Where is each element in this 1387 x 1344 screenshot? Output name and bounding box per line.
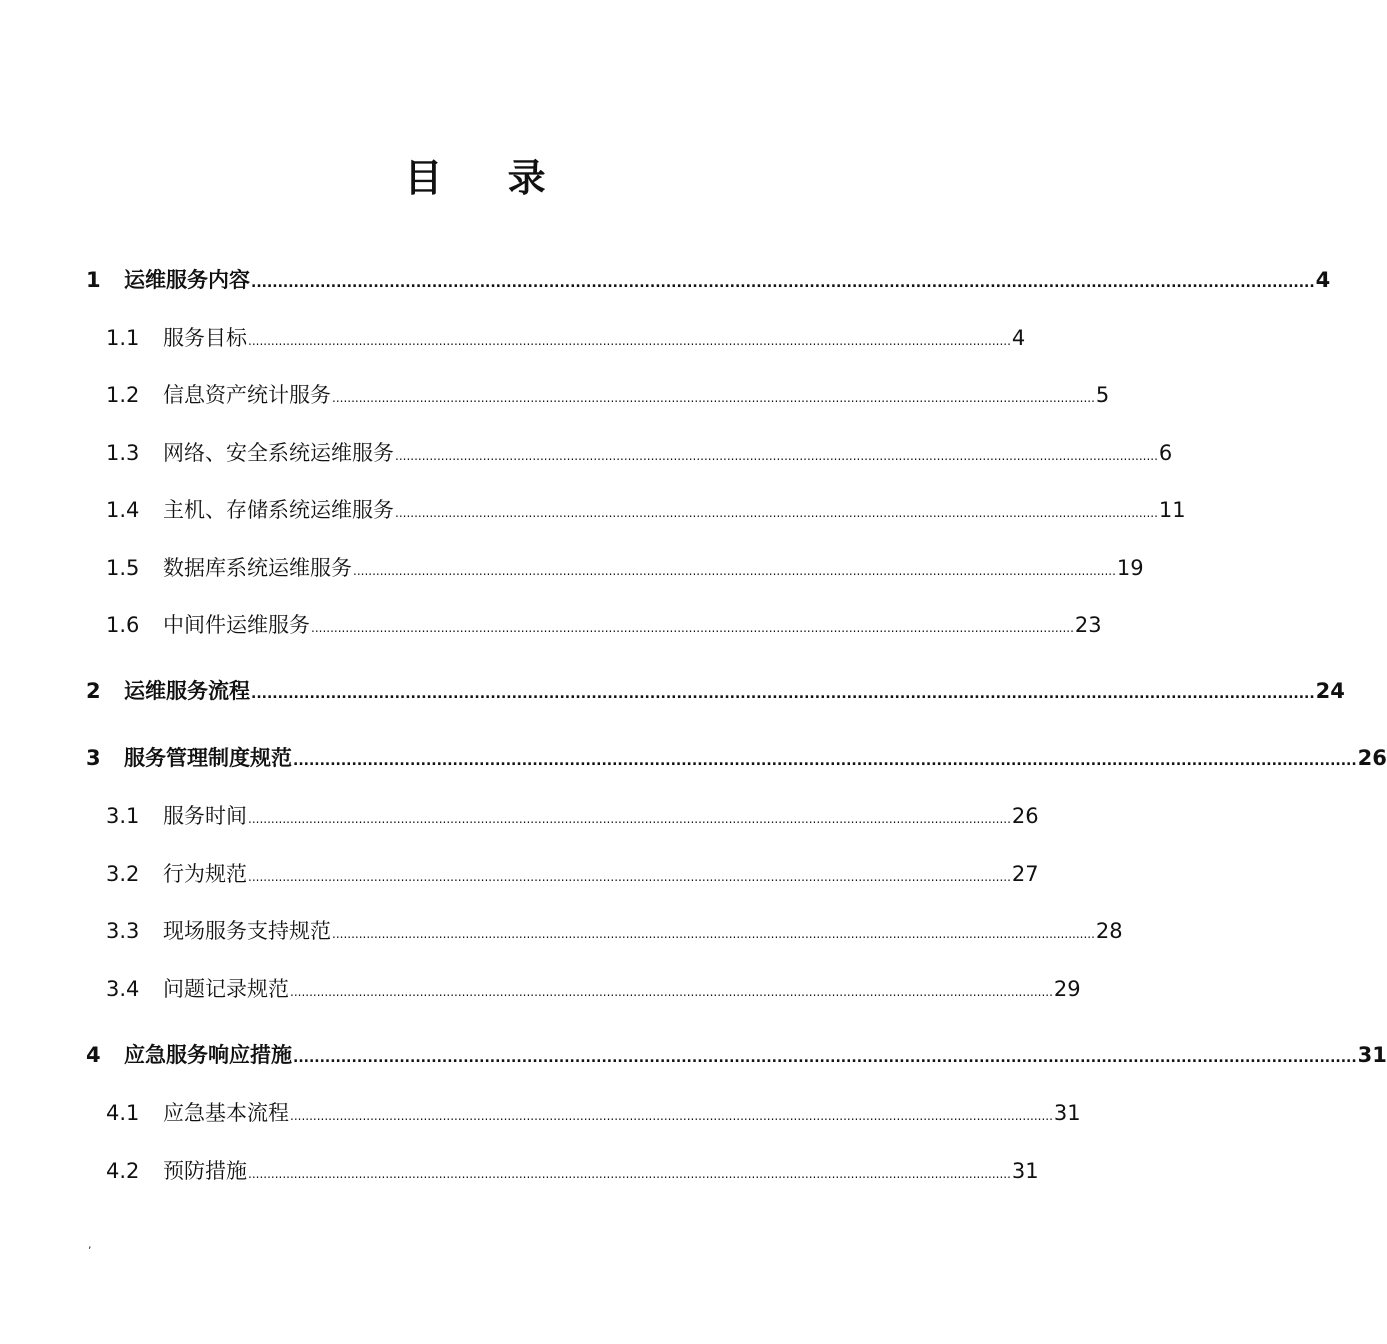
toc-entry-page: 31 (1357, 1043, 1387, 1067)
toc-entry-page: 29 (1053, 977, 1081, 1001)
toc-entry-text: 应急服务响应措施 (124, 1043, 292, 1067)
toc-entry-number: 1.4 (106, 498, 140, 522)
toc-entry-number: 3.4 (106, 977, 140, 1001)
toc-entry-text: 问题记录规范 (163, 977, 289, 1001)
toc-entry-number: 1.2 (106, 383, 140, 407)
toc-entry-number: 3.3 (106, 919, 140, 943)
toc-entry[interactable] (86, 673, 1345, 705)
toc-dot-leader: ........................................................................................................................................................................................................ (353, 564, 1116, 578)
toc-entry-text: 主机、存储系统运维服务 (163, 498, 394, 522)
toc-entry-page: 19 (1116, 556, 1144, 580)
toc-entry[interactable] (86, 262, 1331, 294)
toc-entry-number: 1.5 (106, 556, 140, 580)
toc-entry-number: 3.2 (106, 862, 140, 886)
toc-entry-text: 中间件运维服务 (163, 613, 310, 637)
toc-entry-page: 27 (1011, 862, 1039, 886)
toc-entry-number: 1.6 (106, 613, 140, 637)
toc-dot-leader: ........................................................................................................................................................................................................ (248, 334, 1011, 348)
toc-entry-number: 1 (86, 268, 101, 292)
toc-entry-page: 6 (1158, 441, 1173, 465)
toc-entry-page: 31 (1011, 1159, 1039, 1183)
toc-dot-leader: ........................................................................................................................................................................................................ (248, 1167, 1011, 1181)
toc-entry[interactable] (86, 1095, 1081, 1127)
toc-entry-number: 3 (86, 746, 101, 770)
toc-entry-page: 24 (1315, 679, 1345, 703)
toc-entry-number: 4.1 (106, 1101, 140, 1125)
toc-entry-page: 28 (1095, 919, 1123, 943)
toc-entry-text: 应急基本流程 (163, 1101, 289, 1125)
toc-entry[interactable] (86, 435, 1173, 467)
toc-entry-page: 4 (1315, 268, 1331, 292)
toc-entry[interactable] (86, 971, 1081, 1003)
toc-entry-text: 服务目标 (163, 326, 247, 350)
toc-entry-text: 行为规范 (163, 862, 247, 886)
toc-entry[interactable] (86, 1037, 1387, 1069)
toc-entry-number: 3.1 (106, 804, 140, 828)
toc-entry-number: 1.3 (106, 441, 140, 465)
toc-entry-number: 4 (86, 1043, 101, 1067)
toc-dot-leader: ........................................................................................................................................................................................................ (290, 1109, 1053, 1123)
toc-entry[interactable] (86, 1153, 1039, 1185)
toc-entry-text: 信息资产统计服务 (163, 383, 331, 407)
toc-entry-number: 1.1 (106, 326, 140, 350)
toc-dot-leader: ........................................................................................................................................................................................................ (248, 812, 1011, 826)
toc-dot-leader: ........................................................................................................................................................................................................ (290, 985, 1053, 999)
toc-dot-leader: ........................................................................................................................................................................................................ (311, 621, 1074, 635)
toc-entry[interactable] (86, 377, 1110, 409)
toc-entry-text: 现场服务支持规范 (163, 919, 331, 943)
toc-dot-leader: ........................................................................................................................................................................................................ (293, 1050, 1357, 1066)
toc-entry-number: 4.2 (106, 1159, 140, 1183)
toc-entry-number: 2 (86, 679, 101, 703)
toc-title: 目 录 (404, 156, 572, 200)
toc-dot-leader: ........................................................................................................................................................................................................ (395, 449, 1158, 463)
toc-dot-leader: ........................................................................................................................................................................................................ (395, 506, 1158, 520)
toc-entry[interactable] (86, 492, 1186, 524)
toc-dot-leader: ........................................................................................................................................................................................................ (248, 870, 1011, 884)
toc-entry-page: 4 (1011, 326, 1026, 350)
toc-entry-text: 数据库系统运维服务 (163, 556, 352, 580)
toc-entry[interactable] (86, 913, 1123, 945)
toc-entry-page: 5 (1095, 383, 1110, 407)
toc-entry-text: 服务管理制度规范 (124, 746, 292, 770)
toc-entry[interactable] (86, 798, 1039, 830)
toc-entry-page: 26 (1357, 746, 1387, 770)
toc-entry-page: 23 (1074, 613, 1102, 637)
toc-entry-page: 26 (1011, 804, 1039, 828)
toc-entry[interactable] (86, 320, 1026, 352)
toc-entry-page: 31 (1053, 1101, 1081, 1125)
toc-dot-leader: ........................................................................................................................................................................................................ (293, 753, 1357, 769)
toc-entry[interactable] (86, 607, 1102, 639)
footer-mark: , (88, 1238, 92, 1251)
toc-entry-text: 预防措施 (163, 1159, 247, 1183)
toc-dot-leader: ........................................................................................................................................................................................................ (332, 927, 1095, 941)
toc-entry[interactable] (86, 856, 1039, 888)
toc-entry-text: 网络、安全系统运维服务 (163, 441, 394, 465)
toc-entry-text: 服务时间 (163, 804, 247, 828)
toc-entry-text: 运维服务流程 (124, 679, 250, 703)
toc-entry-page: 11 (1158, 498, 1186, 522)
toc-entry-text: 运维服务内容 (124, 268, 250, 292)
toc-entry[interactable] (86, 550, 1144, 582)
toc-entry[interactable] (86, 740, 1387, 772)
toc-dot-leader: ........................................................................................................................................................................................................ (251, 275, 1315, 291)
toc-dot-leader: ........................................................................................................................................................................................................ (251, 686, 1315, 702)
toc-dot-leader: ........................................................................................................................................................................................................ (332, 391, 1095, 405)
